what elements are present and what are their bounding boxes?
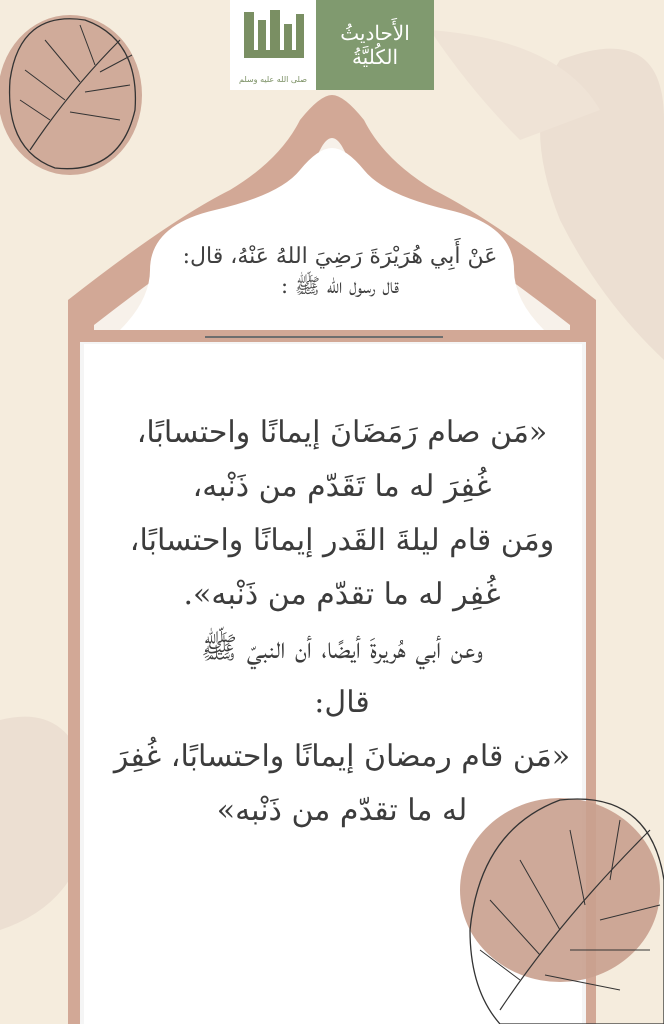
prophet-said-line: قال رسول الله ﷺ : bbox=[280, 274, 400, 298]
hadith-line: «مَن صام رَمَضَانَ إيمانًا واحتسابًا، bbox=[136, 415, 548, 450]
narrator-line: عَنْ أَبِي هُرَيْرَةَ رَضِيَ اللهُ عَنْهُ، قال: bbox=[182, 244, 498, 269]
calligraphy-logo-icon bbox=[238, 6, 308, 64]
logo-left bbox=[230, 0, 316, 90]
logo-right bbox=[316, 0, 434, 90]
hadith-line: ومَن قام ليلةَ القَدر إيمانًا واحتسابًا، bbox=[129, 523, 555, 558]
narrator-intro bbox=[140, 242, 540, 300]
hadith-line: قال: bbox=[314, 685, 370, 720]
hadith-line: «مَن قام رمضانَ إيمانًا واحتسابًا، غُفِرَ bbox=[113, 739, 571, 774]
hadith-line: غُفِر له ما تقدّم من ذَنْبه». bbox=[183, 577, 501, 612]
hadith-text bbox=[92, 406, 592, 838]
hadith-line: غُفِرَ له ما تَقَدّم من ذَنْبه، bbox=[192, 469, 492, 504]
divider bbox=[205, 336, 443, 338]
header-logos bbox=[230, 0, 434, 90]
hadith-line: وعن أبي هُريرةَ أيضًا، أن النبيّ ﷺ bbox=[200, 631, 483, 666]
top-left-leaf-icon bbox=[0, 15, 142, 175]
hadith-line: له ما تقدّم من ذَنْبه» bbox=[216, 793, 468, 828]
logo-title: الأَحاديثُ الكُليَّةُ bbox=[340, 21, 410, 69]
logo-caption: صلى الله عليه وسلم bbox=[239, 75, 307, 84]
